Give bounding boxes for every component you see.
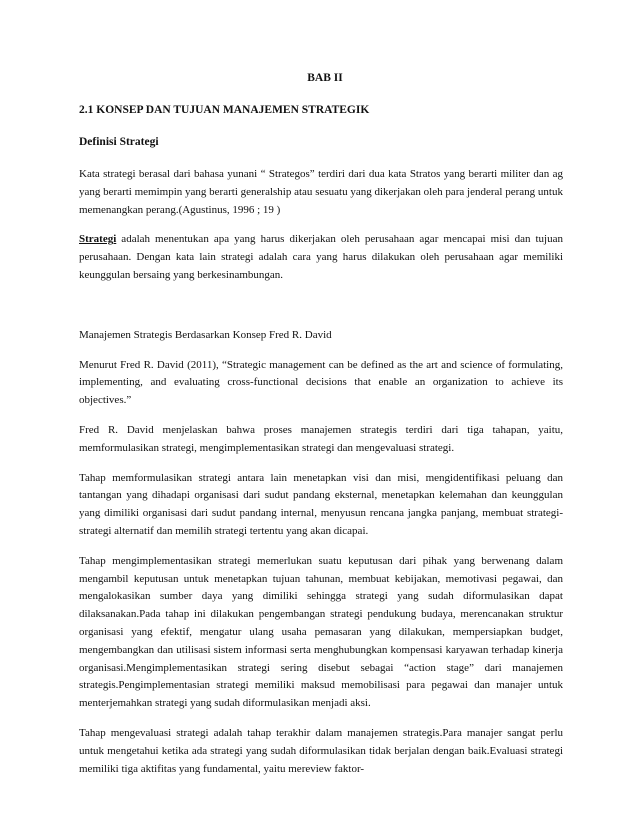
chapter-title: BAB II bbox=[307, 72, 343, 84]
subsection-title: Definisi Strategi bbox=[79, 136, 159, 148]
paragraph-formulation: Tahap memformulasikan strategi antara lain menetapkan visi dan misi, mengidentifikasi peluang dan tantangan yang dihadapi organisasi dari sudut pandang eksternal, menetapkan kelemahan dan keunggulan yang dimiliki organisasi dari sudut pandang internal, menyusun rencana jangka panjang, membuat strategi-strategi alternatif dan memilih strategi tertentu yang akan dicapai. bbox=[79, 471, 563, 537]
strategy-term: Strategi bbox=[79, 233, 117, 246]
paragraph-etymology: Kata strategi berasal dari bahasa yunani “ Strategos” terdiri dari dua kata Stratos yang berarti militer dan ag yang berarti memimpin yang berarti generalship atau sesuatu yang dikerjakan oleh para jenderal perang untuk memenangkan perang.(Agustinus, 1996 ; 19 ) bbox=[79, 168, 563, 216]
heading-fred-david: Manajemen Strategis Berdasarkan Konsep Fred R. David bbox=[79, 328, 332, 341]
document-body bbox=[79, 72, 563, 790]
section-title: 2.1 KONSEP DAN TUJUAN MANAJEMEN STRATEGIK bbox=[79, 104, 370, 116]
spacer bbox=[79, 297, 563, 327]
paragraph-strategy-definition bbox=[79, 231, 563, 284]
paragraph-david-quote: Menurut Fred R. David (2011), “Strategic management can be defined as the art and science of formulating, implementing, and evaluating cross-functional decisions that enable an organization to achieve its objectives.” bbox=[79, 358, 563, 407]
paragraph-three-stages: Fred R. David menjelaskan bahwa proses manajemen strategis terdiri dari tiga tahapan, yaitu, memformulasikan strategi, mengimplementasikan strategi dan mengevaluasi strategi. bbox=[79, 423, 563, 454]
paragraph-evaluation: Tahap mengevaluasi strategi adalah tahap terakhir dalam manajemen strategis.Para manajer sangat perlu untuk mengetahui ketika ada strategi yang sudah diformulasikan tidak berjalan dengan baik.Evaluasi strategi memiliki tiga aktifitas yang fundamental, yaitu mereview faktor- bbox=[79, 726, 563, 775]
strategy-definition-text: adalah menentukan apa yang harus dikerjakan oleh perusahaan agar mencapai misi dan tujuan perusahaan. Dengan kata lain strategi adalah cara yang harus dilakukan oleh perusahaan agar memiliki keunggulan bersaing yang berkesinambungan. bbox=[79, 233, 563, 281]
paragraph-implementation: Tahap mengimplementasikan strategi memerlukan suatu keputusan dari pihak yang berwenang dalam mengambil keputusan untuk menetapkan tujuan tahunan, membuat kebijakan, memotivasi pegawai, dan mengalokasikan sumber daya yang dimiliki sehingga strategi yang sudah diformulasikan dapat dilaksanakan.Pada tahap ini dilakukan pengembangan strategi pendukung budaya, merencanakan struktur organisasi yang efektif, mengatur ulang usaha pemasaran yang dilakukan, mempersiapkan budget, mengembangkan dan utilisasi sistem informasi serta menghubungkan kompensasi karyawan terhadap kinerja organisasi.Mengimplementasikan strategi sering disebut sebagai “action stage” dari manajemen strategis.Pengimplementasian strategi memiliki maksud memobilisasi para pegawai dan manajer untuk menterjemahkan strategi yang sudah diformulasikan menjadi aksi. bbox=[79, 554, 563, 710]
